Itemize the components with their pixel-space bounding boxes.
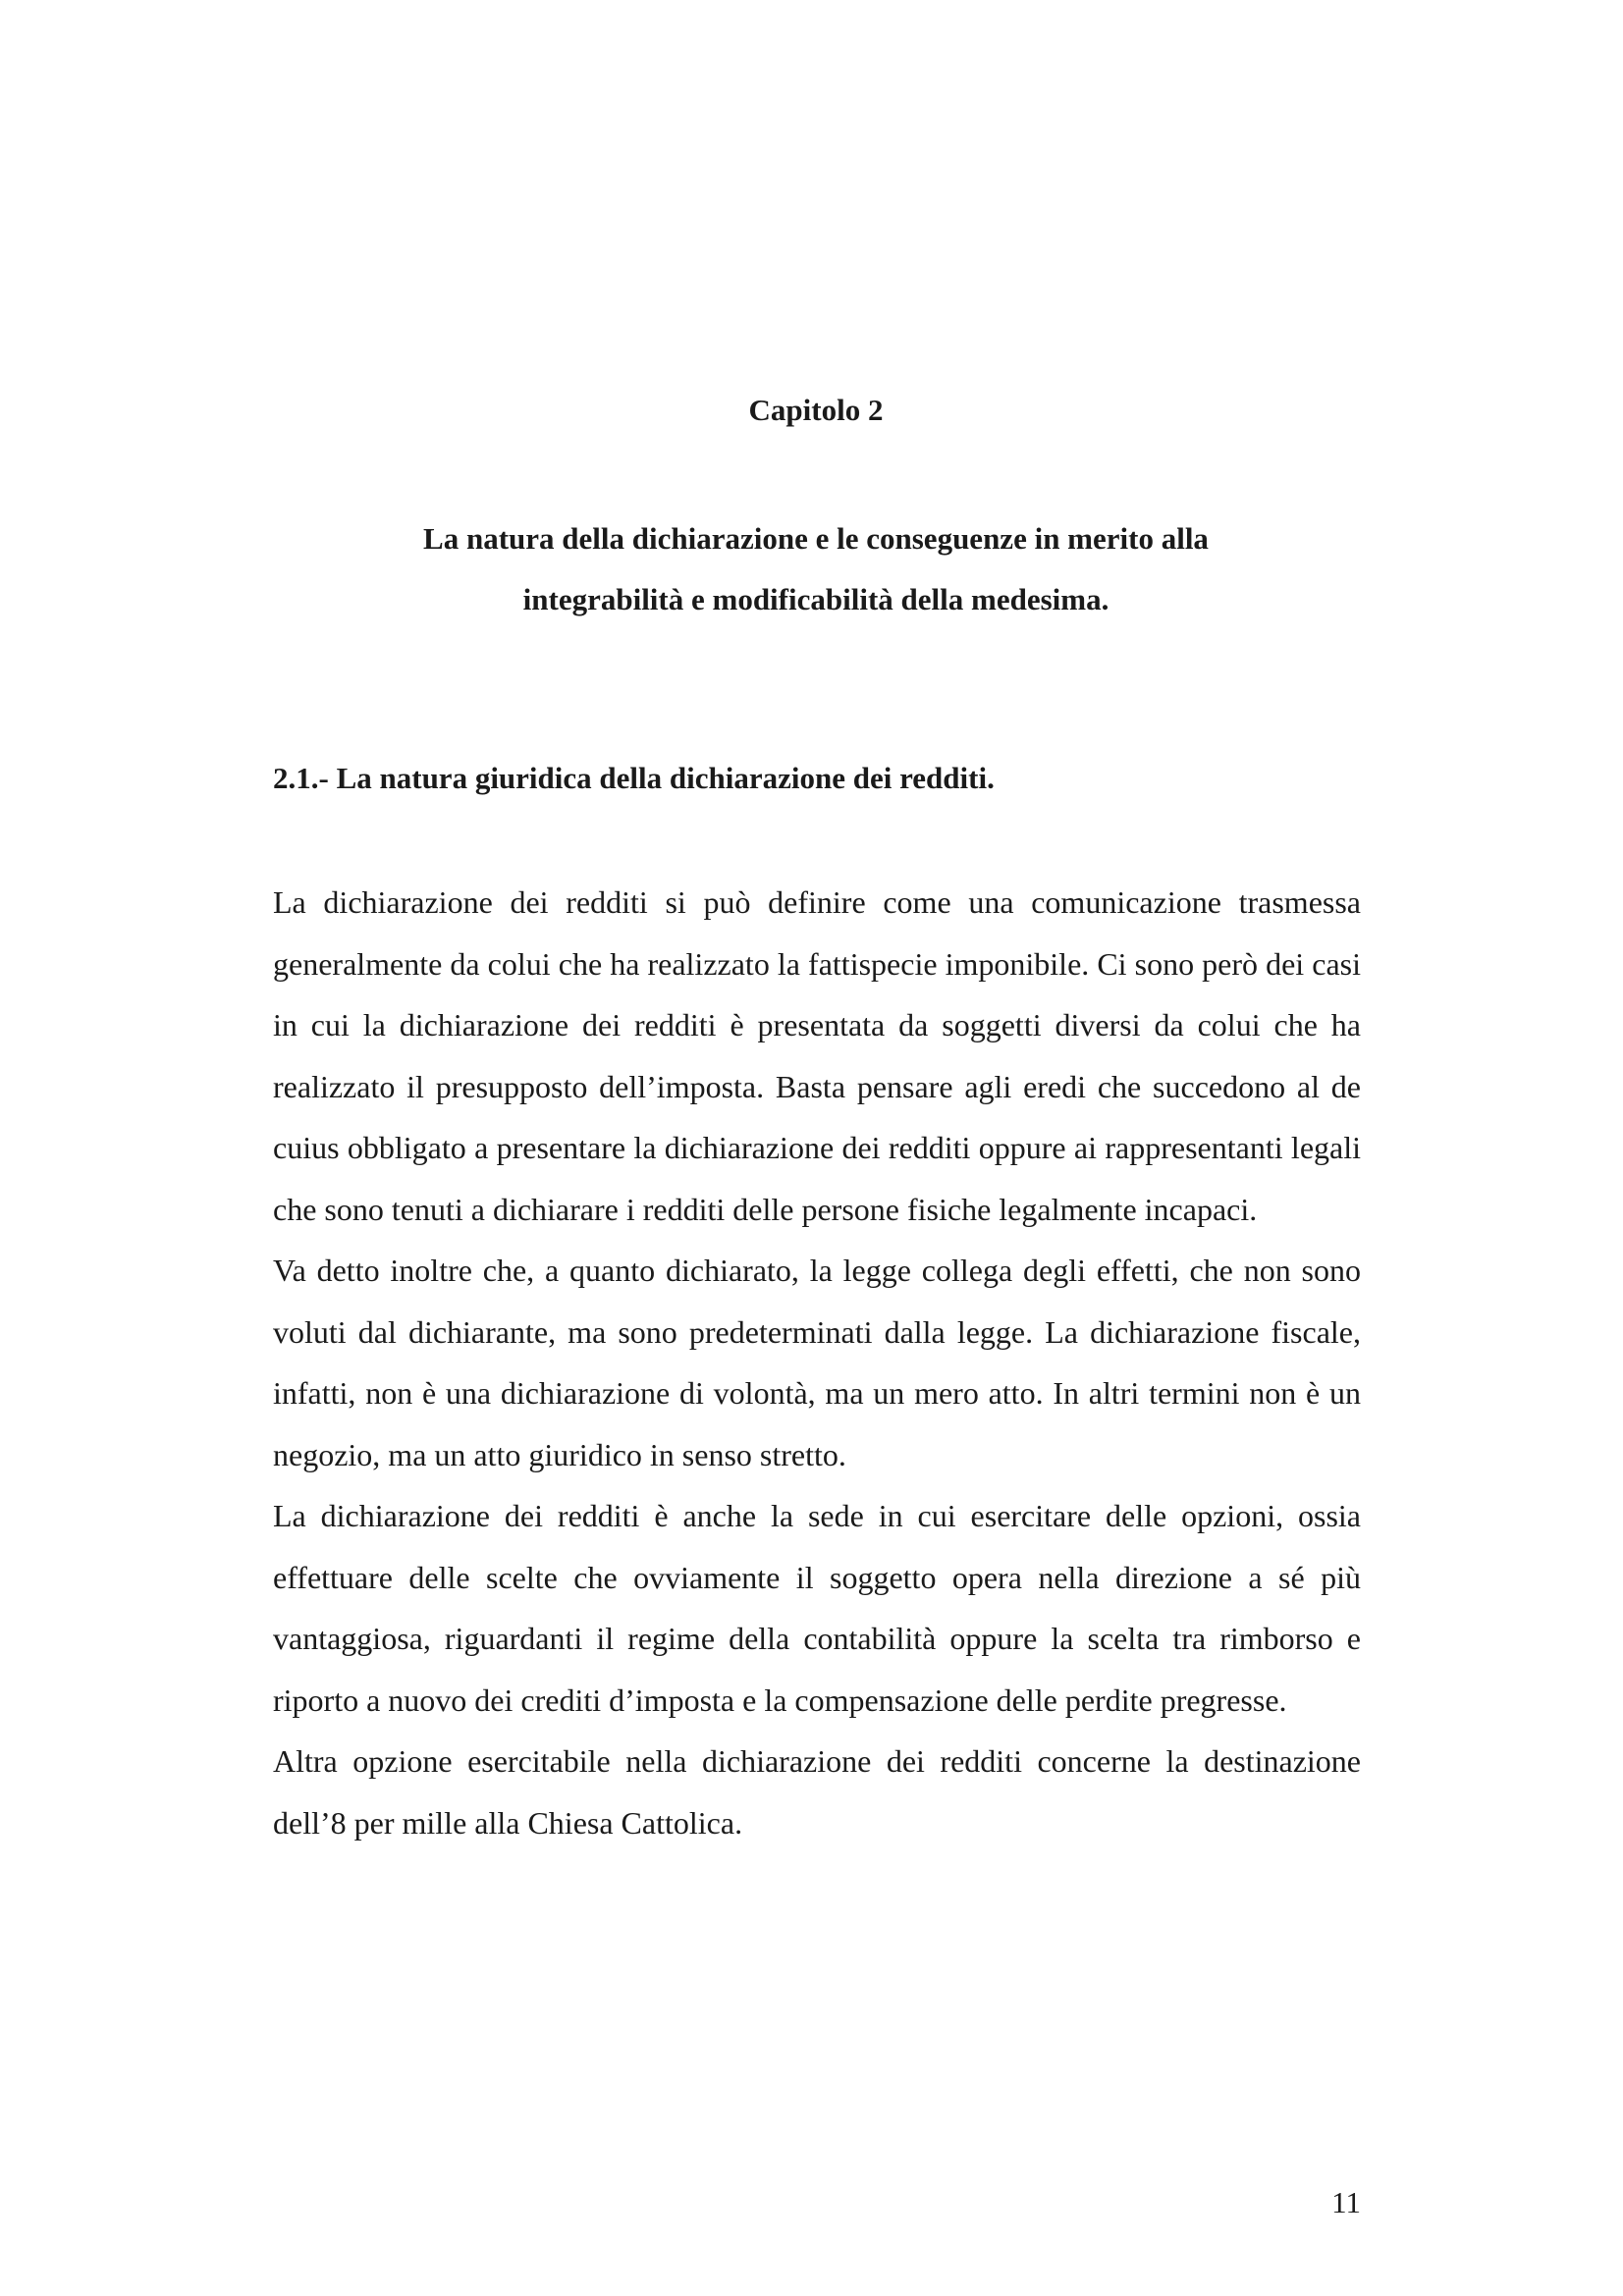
chapter-title [0, 508, 1623, 630]
chapter-title-line: integrabilità e modificabilità della medesima. [522, 582, 1109, 616]
paragraph: La dichiarazione dei redditi è anche la sede in cui esercitare delle opzioni, ossia effettuare delle scelte che ovviamente il soggetto opera nella direzione a sé più vantaggiosa, riguardanti il regime della contabilità oppure la scelta tra rimborso e riporto a nuovo dei crediti d’imposta e la compensazione delle perdite pregresse. [273, 1498, 1361, 1718]
chapter-label: Capitolo 2 [748, 393, 884, 427]
paragraph: Altra opzione esercitabile nella dichiarazione dei redditi concerne la destinazione dell’8 per mille alla Chiesa Cattolica. [273, 1743, 1361, 1841]
paragraph: La dichiarazione dei redditi si può definire come una comunicazione trasmessa generalmente da colui che ha realizzato la fattispecie imponibile. Ci sono però dei casi in cui la dichiarazione dei redditi è presentata da soggetti diversi da colui che ha realizzato il presupposto dell’imposta. Basta pensare agli eredi che succedono al de cuius obbligato a presentare la dichiarazione dei redditi oppure ai rappresentanti legali che sono tenuti a dichiarare i redditi delle persone fisiche legalmente incapaci. [273, 884, 1361, 1227]
page-number: 11 [1331, 2185, 1361, 2219]
paragraph: Va detto inoltre che, a quanto dichiarato, la legge collega degli effetti, che non sono voluti dal dichiarante, ma sono predeterminati dalla legge. La dichiarazione fiscale, infatti, non è una dichiarazione di volontà, ma un mero atto. In altri termini non è un negozio, ma un atto giuridico in senso stretto. [273, 1253, 1361, 1472]
chapter-title-line: La natura della dichiarazione e le conseguenze in merito alla [423, 521, 1209, 556]
body-text [273, 872, 1361, 1853]
section-heading: 2.1.- La natura giuridica della dichiarazione dei redditi. [273, 761, 995, 795]
